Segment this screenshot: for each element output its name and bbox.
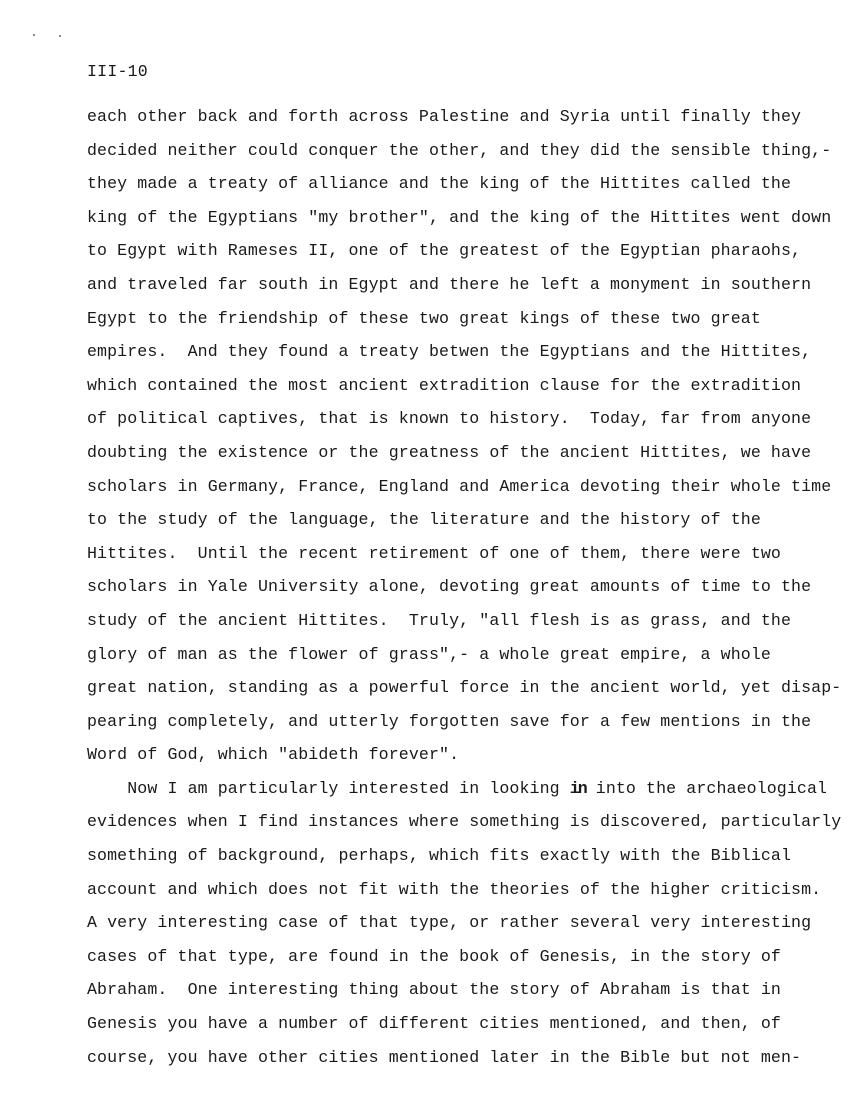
text-line: which contained the most ancient extradition clause for the extradition xyxy=(87,375,802,395)
text-line: Hittites. Until the recent retirement of one of them, there were two xyxy=(87,543,781,563)
text-line: to the study of the language, the literature and the history of the xyxy=(87,510,761,530)
text-line: king of the Egyptians "my brother", and the king of the Hittites went down xyxy=(87,207,832,227)
text-segment: into the archaeological xyxy=(585,778,828,798)
text-line: glory of man as the flower of grass",- a whole great empire, a whole xyxy=(87,644,771,664)
document-body xyxy=(87,100,841,1074)
text-line: they made a treaty of alliance and the king of the Hittites called the xyxy=(87,174,792,194)
text-line: doubting the existence or the greatness of the ancient Hittites, we have xyxy=(87,442,812,462)
text-line: cases of that type, are found in the book of Genesis, in the story of xyxy=(87,946,781,966)
page-number: III-10 xyxy=(87,62,148,81)
paragraph-start-line xyxy=(87,772,841,806)
text-line: great nation, standing as a powerful force in the ancient world, yet disap- xyxy=(87,678,842,698)
text-line: course, you have other cities mentioned later in the Bible but not men- xyxy=(87,1047,802,1067)
text-line: empires. And they found a treaty betwen the Egyptians and the Hittites, xyxy=(87,342,812,362)
text-line: and traveled far south in Egypt and there he left a monyment in southern xyxy=(87,274,812,294)
text-line: scholars in Germany, France, England and America devoting their whole time xyxy=(87,476,832,496)
text-segment: Now I am particularly interested in looking xyxy=(87,778,570,798)
text-line: Word of God, which "abideth forever". xyxy=(87,745,460,765)
text-line: decided neither could conquer the other, and they did the sensible thing,- xyxy=(87,140,832,160)
text-line: account and which does not fit with the theories of the higher criticism. xyxy=(87,879,822,899)
text-line: pearing completely, and utterly forgotten save for a few mentions in the xyxy=(87,711,812,731)
struck-out-text: in xyxy=(569,778,586,798)
text-line: to Egypt with Rameses II, one of the greatest of the Egyptian pharaohs, xyxy=(87,241,802,261)
text-line: something of background, perhaps, which fits exactly with the Biblical xyxy=(87,846,792,866)
text-line: Abraham. One interesting thing about the story of Abraham is that in xyxy=(87,980,781,1000)
scan-speck xyxy=(59,35,61,37)
text-line: Egypt to the friendship of these two great kings of these two great xyxy=(87,308,761,328)
scan-speck xyxy=(33,34,35,36)
text-line: study of the ancient Hittites. Truly, "all flesh is as grass, and the xyxy=(87,610,792,630)
text-line: evidences when I find instances where something is discovered, particularly xyxy=(87,812,842,832)
text-line: scholars in Yale University alone, devoting great amounts of time to the xyxy=(87,577,812,597)
text-line: Genesis you have a number of different cities mentioned, and then, of xyxy=(87,1014,781,1034)
text-line: of political captives, that is known to history. Today, far from anyone xyxy=(87,409,812,429)
text-line: each other back and forth across Palestine and Syria until finally they xyxy=(87,107,802,126)
text-line: A very interesting case of that type, or rather several very interesting xyxy=(87,913,812,933)
